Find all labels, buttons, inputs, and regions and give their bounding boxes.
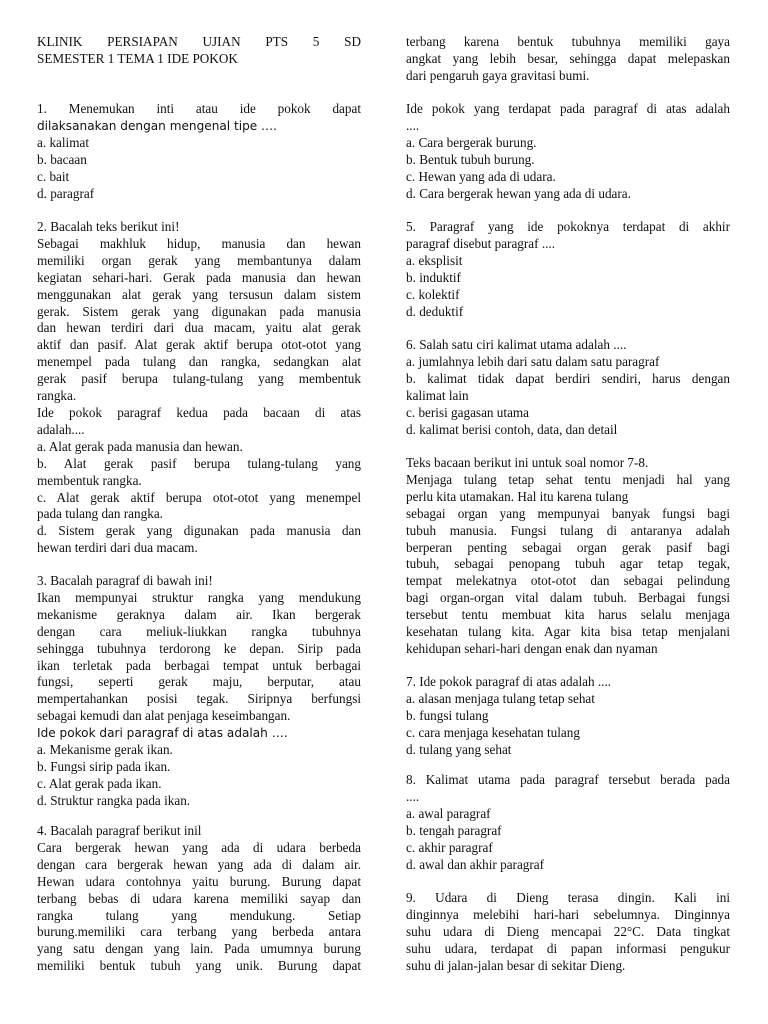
text-line: tubuh manusia. Fungsi tulang di antaranya adalah bbox=[406, 522, 730, 538]
text-line: menggunakan alat gerak yang tersusun dalam sistem bbox=[37, 286, 361, 302]
text-block-passage78 bbox=[406, 455, 730, 658]
text-line: ikan terletak pada berbagai tempat untuk berbagai bbox=[37, 657, 361, 673]
text-line: Ikan mempunyai struktur rangka yang mendukung bbox=[37, 589, 361, 605]
text-line: tempat melekatnya otot-otot dan sebagai pelindung bbox=[406, 573, 730, 589]
text-line: 7. Ide pokok paragraf di atas adalah .... bbox=[406, 674, 612, 689]
text-line: b. kalimat tidak dapat berdiri sendiri, harus dengan bbox=[406, 370, 730, 386]
text-line: terbang bebas di udara karena memiliki sayap dan bbox=[37, 890, 361, 906]
text-line: hewan terdiri dari dua macam. bbox=[37, 540, 198, 556]
text-line: sebagai organ yang mempunyai banyak fungsi bagi bbox=[406, 505, 730, 521]
text-line: Hewan udara contohnya yaitu burung. Burung dapat bbox=[37, 873, 361, 889]
text-line: 2. Bacalah teks berikut ini! bbox=[37, 219, 180, 234]
text-line: Teks bacaan berikut ini untuk soal nomor 7-8. bbox=[406, 455, 649, 470]
text-line: a. Cara bergerak burung. bbox=[406, 134, 537, 150]
text-line: 4. Bacalah paragraf berikut inil bbox=[37, 823, 202, 838]
text-line: membentuk rangka. bbox=[37, 472, 142, 488]
text-line: bagi organ-organ vital dalam tubuh. Berbagai fungsi bbox=[406, 590, 730, 606]
text-line: dilaksanakan dengan mengenal tipe …. bbox=[37, 118, 277, 133]
text-line: menempel pada tulang dan rangka, sedangkan alat bbox=[37, 354, 361, 370]
text-line: paragraf disebut paragraf .... bbox=[406, 235, 556, 251]
text-line: Ide pokok dari paragraf di atas adalah …. bbox=[37, 726, 288, 741]
text-line: dinginnya melebihi hari-hari sebelumnya. Dinginnya bbox=[406, 906, 730, 922]
text-line: aktif dan pasif. Alat gerak aktif berupa otot-otot yang bbox=[37, 337, 361, 353]
text-line: b. bacaan bbox=[37, 151, 87, 167]
text-line: gerak. Sistem gerak yang digunakan pada manusia bbox=[37, 303, 361, 319]
text-block-q5 bbox=[406, 219, 730, 320]
text-line: Cara bergerak hewan yang ada di udara berbeda bbox=[37, 839, 361, 855]
text-line: mekanisme geraknya dalam air. Ikan bergerak bbox=[37, 606, 361, 622]
text-line: memiliki bentuk tubuh yang unik. Burung dapat bbox=[37, 958, 361, 974]
text-line: Ide pokok yang terdapat pada paragraf di atas adalah bbox=[406, 101, 730, 116]
text-line: 8. Kalimat utama pada paragraf tersebut berada pada bbox=[406, 772, 730, 787]
text-line: a. Mekanisme gerak ikan. bbox=[37, 742, 173, 758]
text-line: d. Cara bergerak hewan yang ada di udara. bbox=[406, 185, 631, 201]
text-line: .... bbox=[406, 117, 420, 133]
text-line: memiliki organ gerak yang membantunya dalam bbox=[37, 252, 361, 268]
text-line: .... bbox=[406, 788, 420, 804]
text-line: suhu udara di Dieng mencapai 22°C. Data tingkat bbox=[406, 923, 730, 939]
text-line: b. tengah paragraf bbox=[406, 822, 502, 838]
text-line: pada tulang dan rangka. bbox=[37, 506, 163, 522]
text-line: fungsi, seperti gerak maju, berputar, atau bbox=[37, 674, 361, 690]
text-block-q4 bbox=[37, 823, 361, 975]
text-line: a. eksplisit bbox=[406, 252, 463, 268]
text-line: rangka. bbox=[37, 388, 77, 404]
text-line: 3. Bacalah paragraf di bawah ini! bbox=[37, 573, 213, 588]
text-line: d. awal dan akhir paragraf bbox=[406, 856, 545, 872]
text-line: d. paragraf bbox=[37, 185, 95, 201]
text-block-q9 bbox=[406, 890, 730, 975]
text-line: perlu kita utamakan. Hal itu karena tulang bbox=[406, 488, 629, 504]
text-line: SEMESTER 1 TEMA 1 IDE POKOK bbox=[37, 50, 238, 66]
text-line: 1. Menemukan inti atau ide pokok dapat bbox=[37, 101, 361, 116]
text-line: angkat yang lebih besar, sehingga dapat melepaskan bbox=[406, 50, 730, 66]
text-line: Sebagai makhluk hidup, manusia dan hewan bbox=[37, 235, 361, 251]
text-line: burung.memiliki cara terbang yang berbeda antara bbox=[37, 924, 361, 940]
text-line: kegiatan sehari-hari. Gerak pada manusia dan hewan bbox=[37, 269, 361, 285]
text-line: c. akhir paragraf bbox=[406, 839, 493, 855]
text-line: c. bait bbox=[37, 168, 70, 184]
text-line: sebagai kemudi dan alat penjaga keseimbangan. bbox=[37, 708, 291, 724]
text-line: Menjaga tulang tetap sehat tentu menjadi hal yang bbox=[406, 471, 730, 487]
text-block-q8 bbox=[406, 772, 730, 873]
text-line: berperan penting sebagai organ gerak pasif bagi bbox=[406, 539, 730, 555]
text-line: 6. Salah satu ciri kalimat utama adalah .... bbox=[406, 337, 627, 352]
text-line: c. cara menjaga kesehatan tulang bbox=[406, 724, 580, 740]
text-line: kehidupan sehari-hari dengan enak dan nyaman bbox=[406, 640, 658, 656]
text-line: b. fungsi tulang bbox=[406, 707, 489, 723]
text-block-q4-question bbox=[406, 101, 730, 202]
text-line: c. Alat gerak aktif berupa otot-otot yang menempel bbox=[37, 489, 361, 505]
text-line: Ide pokok paragraf kedua pada bacaan di atas bbox=[37, 404, 361, 420]
text-line: b. Alat gerak pasif berupa tulang-tulang yang bbox=[37, 455, 361, 471]
text-line: d. Sistem gerak yang digunakan pada manusia dan bbox=[37, 523, 361, 539]
text-block-q6 bbox=[406, 337, 730, 438]
text-block-q2 bbox=[37, 219, 361, 557]
text-line: a. alasan menjaga tulang tetap sehat bbox=[406, 690, 595, 706]
text-line: gerak pasif berupa tulang-tulang yang membentuk bbox=[37, 371, 361, 387]
text-block-q3 bbox=[37, 573, 361, 810]
text-line: suhu di jalan-jalan besar di sekitar Dieng. bbox=[406, 957, 626, 973]
text-line: b. Bentuk tubuh burung. bbox=[406, 151, 535, 167]
text-line: 5. Paragraf yang ide pokoknya terdapat di akhir bbox=[406, 219, 730, 234]
text-line: b. Fungsi sirip pada ikan. bbox=[37, 758, 171, 774]
text-line: dengan cara bergerak hewan yang ada di dalam air. bbox=[37, 856, 361, 872]
text-line: dari pengaruh gaya gravitasi bumi. bbox=[406, 67, 590, 83]
text-block-title bbox=[37, 34, 361, 68]
text-line: a. kalimat bbox=[37, 134, 89, 150]
text-line: mempertahankan posisi tegak. Siripnya berfungsi bbox=[37, 691, 361, 707]
text-line: rangka tulang yang mendukung. Setiap bbox=[37, 907, 361, 923]
text-line: 9. Udara di Dieng terasa dingin. Kali ini bbox=[406, 890, 730, 905]
text-line: terbang karena bentuk tubuhnya memiliki gaya bbox=[406, 34, 730, 49]
text-block-q1 bbox=[37, 101, 361, 202]
text-line: KLINIK PERSIAPAN UJIAN PTS 5 SD bbox=[37, 34, 361, 49]
text-line: adalah.... bbox=[37, 421, 85, 437]
text-line: dan hewan terdiri dari dua macam, yaitu alat gerak bbox=[37, 320, 361, 336]
text-line: tersebut tentu membuat kita harus selalu menjaga bbox=[406, 607, 730, 623]
text-line: a. awal paragraf bbox=[406, 805, 491, 821]
text-line: d. tulang yang sehat bbox=[406, 741, 512, 757]
text-line: c. kolektif bbox=[406, 286, 460, 302]
text-block-q7 bbox=[406, 674, 730, 759]
text-line: d. Struktur rangka pada ikan. bbox=[37, 792, 191, 808]
text-line: suhu udara, terdapat di papan informasi pengukur bbox=[406, 940, 730, 956]
text-line: yang satu dengan yang lain. Pada umumnya burung bbox=[37, 941, 361, 957]
text-line: a. jumlahnya lebih dari satu dalam satu paragraf bbox=[406, 353, 660, 369]
text-line: tubuh, sebagai penopang tubuh agar tetap tegak, bbox=[406, 556, 730, 572]
text-line: d. kalimat berisi contoh, data, dan detail bbox=[406, 421, 618, 437]
text-line: dengan cara meliuk-liukkan rangka tubuhnya bbox=[37, 623, 361, 639]
text-line: c. Hewan yang ada di udara. bbox=[406, 168, 556, 184]
text-line: kalimat lain bbox=[406, 387, 469, 403]
text-line: d. deduktif bbox=[406, 303, 464, 319]
text-line: a. Alat gerak pada manusia dan hewan. bbox=[37, 438, 243, 454]
text-block-q4-cont bbox=[406, 34, 730, 85]
text-line: c. Alat gerak pada ikan. bbox=[37, 775, 162, 791]
text-line: b. induktif bbox=[406, 269, 461, 285]
text-line: c. berisi gagasan utama bbox=[406, 404, 530, 420]
text-line: sehingga tubuhnya terdorong ke depan. Sirip pada bbox=[37, 640, 361, 656]
text-line: kesehatan tulang kita. Agar kita bisa tetap menjalani bbox=[406, 624, 730, 640]
